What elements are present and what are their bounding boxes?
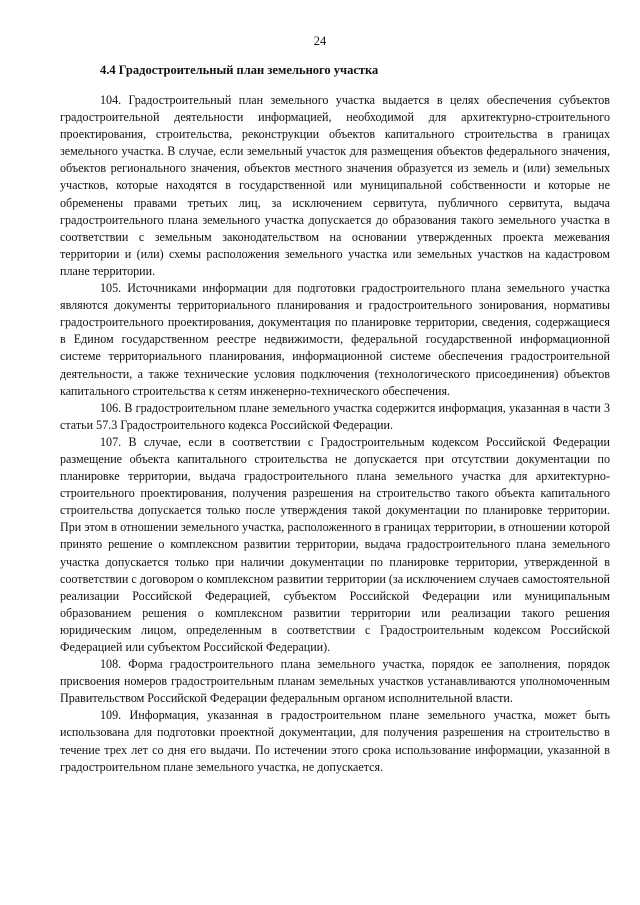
page-number: 24	[313, 34, 327, 48]
document-body	[60, 92, 610, 776]
section-heading: 4.4 Градостроительный план земельного участка	[100, 63, 379, 77]
paragraph-105: 105. Источниками информации для подготовки градостроительного плана земельного участка являются документы территориального планирования и градостроительного зонирования, нормативы градостроительного проектирования, документация по планировке территории, сведения, содержащиеся в Едином государственном реестре недвижимости, федеральной государственной информационной системе территориального планирования, информационной системе обеспечения градостроительной деятельности, а также технические условия подключения (технологического присоединения) объектов капитального строительства к сетям инженерно-технического обеспечения.	[60, 281, 610, 398]
paragraph-107: 107. В случае, если в соответствии с Градостроительным кодексом Российской Федерации размещение объекта капитального строительства не допускается при отсутствии документации по планировке территории, выдача градостроительного плана земельного участка для архитектурно-строительного проектирования, получения разрешения на строительство такого объекта капитального строительства допускается только после утверждения такой документации по планировке территории. При этом в отношении земельного участка, расположенного в границах территории, в отношении которой принято решение о комплексном развитии территории, выдача градостроительного плана земельного участка допускается только при наличии документации по планировке территории, утвержденной в соответствии с договором о комплексном развитии территории (за исключением случаев самостоятельной реализации Российской Федерацией, субъектом Российской Федерации или муниципальным образованием решения о комплексном развитии территории или реализации такого решения юридическим лицом, определенным в соответствии с Градостроительным кодексом Российской Федерацией или субъектом Российской Федерации).	[60, 434, 610, 654]
paragraph-106: 106. В градостроительном плане земельного участка содержится информация, указанная в части 3 статьи 57.3 Градостроительного кодекса Российской Федерации.	[60, 400, 610, 432]
paragraph-109: 109. Информация, указанная в градостроительном плане земельного участка, может быть использована для подготовки проектной документации, для получения разрешения на строительство в течение трех лет со дня его выдачи. По истечении этого срока использование информации, указанной в градостроительном плане земельного участка, не допускается.	[60, 708, 610, 774]
paragraph-108: 108. Форма градостроительного плана земельного участка, порядок ее заполнения, порядок присвоения номеров градостроительным планам земельных участков устанавливаются уполномоченным Правительством Российской Федерации федеральным органом исполнительной власти.	[60, 657, 610, 706]
paragraph-104: 104. Градостроительный план земельного участка выдается в целях обеспечения субъектов градостроительной деятельности информацией, необходимой для архитектурно-строительного проектирования, строительства, реконструкции объектов капитального строительства в границах земельного участка. В случае, если земельный участок для размещения объектов федерального значения, объектов регионального значения, объектов местного значения образуется из земель и (или) земельных участков, которые находятся в государственной или муниципальной собственности и которые не обременены правами третьих лиц, за исключением сервитута, публичного сервитута, выдача градостроительного плана земельного участка допускается до образования такого земельного участка в соответствии с земельным законодательством на основании утвержденных проекта межевания территории и (или) схемы расположения земельного участка или земельных участков на кадастровом плане территории.	[60, 93, 610, 278]
